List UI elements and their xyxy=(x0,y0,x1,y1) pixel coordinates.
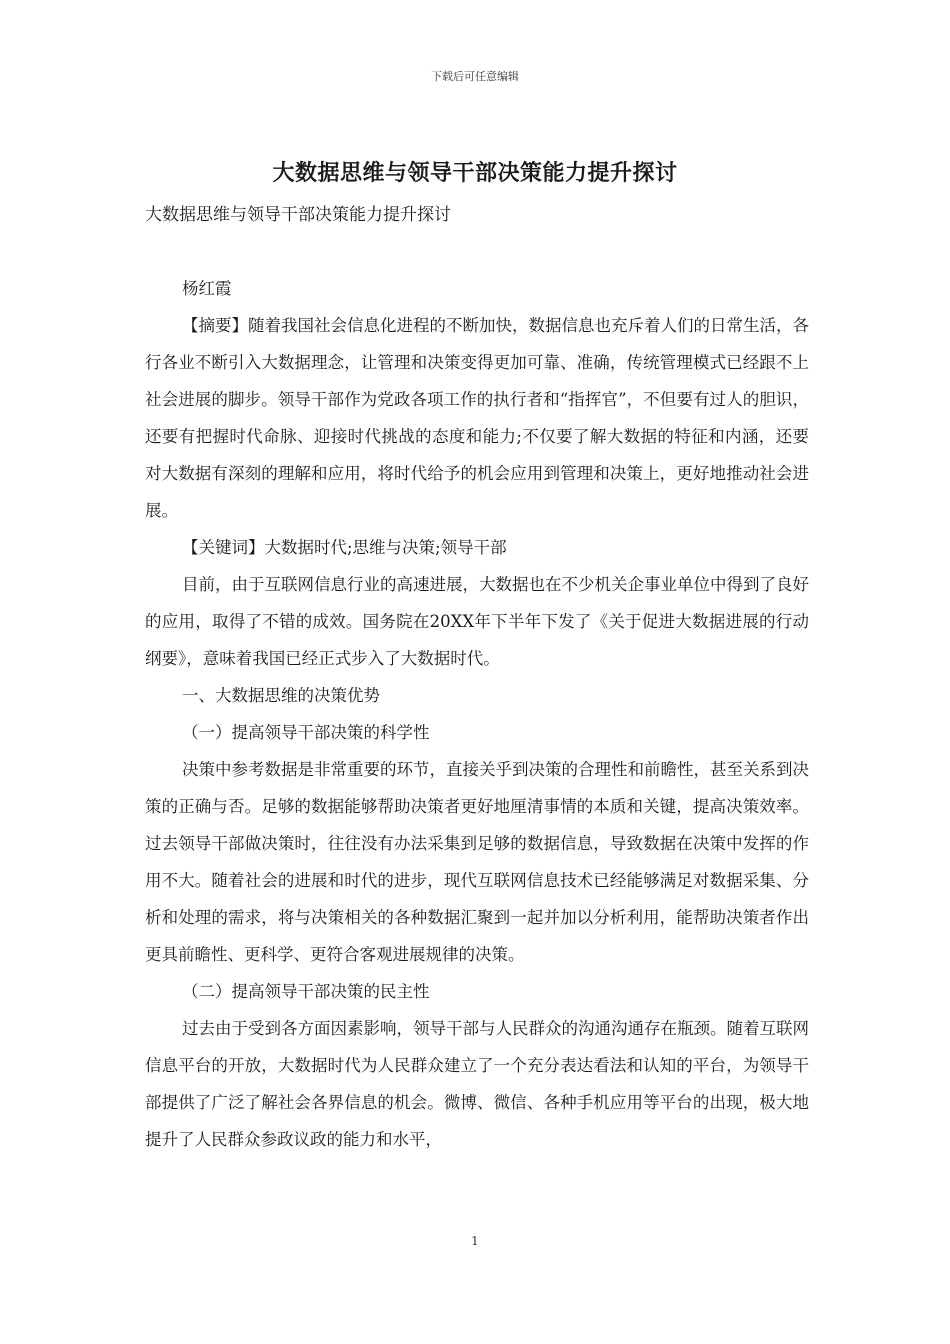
body-paragraph: 过去由于受到各方面因素影响，领导干部与人民群众的沟通沟通存在瓶颈。随着互联网信息平台的开放，大数据时代为人民群众建立了一个充分表达看法和认知的平台，为领导干部提供了广泛了解社会各界信息的机会。微博、微信、各种手机应用等平台的出现，极大地提升了人民群众参政议政的能力和水平， xyxy=(145,1019,809,1149)
page-number: 1 xyxy=(471,1234,479,1248)
author-name: 杨红霞 xyxy=(182,279,232,298)
subsection-heading-1: （一）提高领导干部决策的科学性 xyxy=(182,723,430,742)
section-heading-1: 一、大数据思维的决策优势 xyxy=(182,686,380,705)
intro-paragraph: 目前，由于互联网信息行业的高速进展，大数据也在不少机关企事业单位中得到了良好的应用，取得了不错的成效。国务院在20XX年下半年下发了《关于促进大数据进展的行动纲要》，意味着我国已经正式步入了大数据时代。 xyxy=(145,575,809,668)
abstract-paragraph: 【摘要】随着我国社会信息化进程的不断加快，数据信息也充斥着人们的日常生活，各行各业不断引入大数据理念，让管理和决策变得更加可靠、准确，传统管理模式已经跟不上社会进展的脚步。领导干部作为党政各项工作的执行者和“指挥官”，不但要有过人的胆识，还要有把握时代命脉、迎接时代挑战的态度和能力;不仅要了解大数据的特征和内涵，还要对大数据有深刻的理解和应用，将时代给予的机会应用到管理和决策上，更好地推动社会进展。 xyxy=(145,316,809,520)
document-subtitle: 大数据思维与领导干部决策能力提升探讨 xyxy=(145,205,451,225)
keywords-paragraph: 【关键词】大数据时代;思维与决策;领导干部 xyxy=(182,538,507,557)
page-header-note: 下载后可任意编辑 xyxy=(431,70,519,83)
document-title: 大数据思维与领导干部决策能力提升探讨 xyxy=(272,160,678,186)
document-body xyxy=(145,270,809,1158)
body-paragraph: 决策中参考数据是非常重要的环节，直接关乎到决策的合理性和前瞻性，甚至关系到决策的正确与否。足够的数据能够帮助决策者更好地厘清事情的本质和关键，提高决策效率。过去领导干部做决策时，往往没有办法采集到足够的数据信息，导致数据在决策中发挥的作用不大。随着社会的进展和时代的进步，现代互联网信息技术已经能够满足对数据采集、分析和处理的需求，将与决策相关的各种数据汇聚到一起并加以分析利用，能帮助决策者作出更具前瞻性、更科学、更符合客观进展规律的决策。 xyxy=(145,760,809,964)
subsection-heading-2: （二）提高领导干部决策的民主性 xyxy=(182,982,430,1001)
